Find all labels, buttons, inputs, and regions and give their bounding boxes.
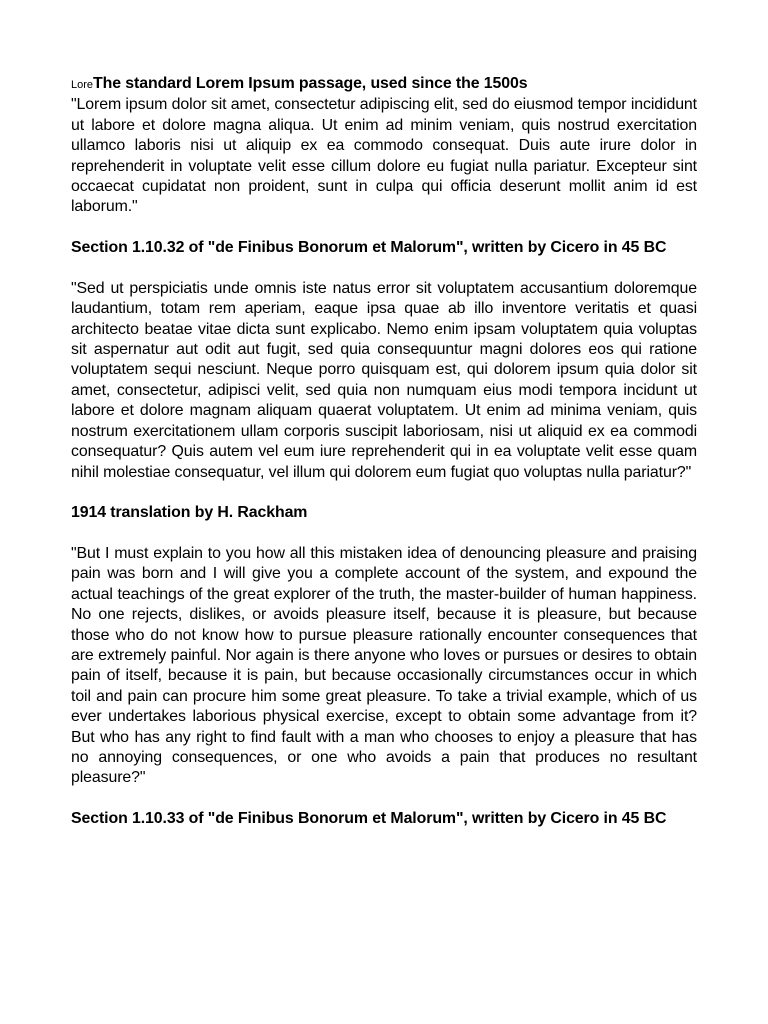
document-page (71, 74, 697, 829)
section-heading-1-10-33: Section 1.10.33 of "de Finibus Bonorum et Malorum", written by Cicero in 45 BC (71, 810, 667, 828)
spacer (71, 524, 697, 544)
spacer (71, 218, 697, 238)
cicero-paragraph: "Sed ut perspiciatis unde omnis iste natus error sit voluptatem accusantium doloremque laudantium, totam rem aperiam, eaque ipsa quae ab illo inventore veritatis et quasi architecto beatae vitae dicta sunt explicabo. Nemo enim ipsam voluptatem quia voluptas sit aspernatur aut odit aut fugit, sed quia consequuntur magni dolores eos qui ratione voluptatem sequi nesciunt. Neque porro quisquam est, qui dolorem ipsum quia dolor sit amet, consectetur, adipisci velit, sed quia non numquam eius modi tempora incidunt ut labore et dolore magnam aliquam quaerat voluptatem. Ut enim ad minima veniam, quis nostrum exercitationem ullam corporis suscipit laboriosam, nisi ut aliquid ex ea commodi consequatur? Quis autem vel eum iure reprehenderit qui in ea voluptate velit esse quam nihil molestiae consequatur, vel illum qui dolorem eum fugiat quo voluptas nulla pariatur?" (71, 279, 697, 481)
title-line (71, 74, 697, 95)
translation-heading: 1914 translation by H. Rackham (71, 504, 308, 522)
spacer (71, 483, 697, 503)
page-title: The standard Lorem Ipsum passage, used since the 1500s (93, 75, 528, 92)
section-heading-1-10-32: Section 1.10.32 of "de Finibus Bonorum et Malorum", written by Cicero in 45 BC (71, 239, 667, 257)
lorem-paragraph: "Lorem ipsum dolor sit amet, consectetur adipiscing elit, sed do eiusmod tempor incididunt ut labore et dolore magna aliqua. Ut enim ad minim veniam, quis nostrud exercitation ullamco laboris nisi ut aliquip ex ea commodo consequat. Duis aute irure dolor in reprehenderit in voluptate velit esse cillum dolore eu fugiat nulla pariatur. Excepteur sint occaecat cupidatat non proident, sunt in culpa qui officia deserunt mollit anim id est laborum." (71, 96, 697, 216)
spacer (71, 259, 697, 279)
spacer (71, 789, 697, 809)
translation-paragraph: "But I must explain to you how all this mistaken idea of denouncing pleasure and praising pain was born and I will give you a complete account of the system, and expound the actual teachings of the great explorer of the truth, the master-builder of human happiness. No one rejects, dislikes, or avoids pleasure itself, because it is pleasure, but because those who do not know how to pursue pleasure rationally encounter consequences that are extremely painful. Nor again is there anyone who loves or pursues or desires to obtain pain of itself, because it is pain, but because occasionally circumstances occur in which toil and pain can procure him some great pleasure. To take a trivial example, which of us ever undertakes laborious physical exercise, except to obtain some advantage from it? But who has any right to find fault with a man who chooses to enjoy a pleasure that has no annoying consequences, or one who avoids a pain that produces no resultant pleasure?" (71, 544, 697, 787)
title-prefix: Lore (71, 79, 94, 91)
